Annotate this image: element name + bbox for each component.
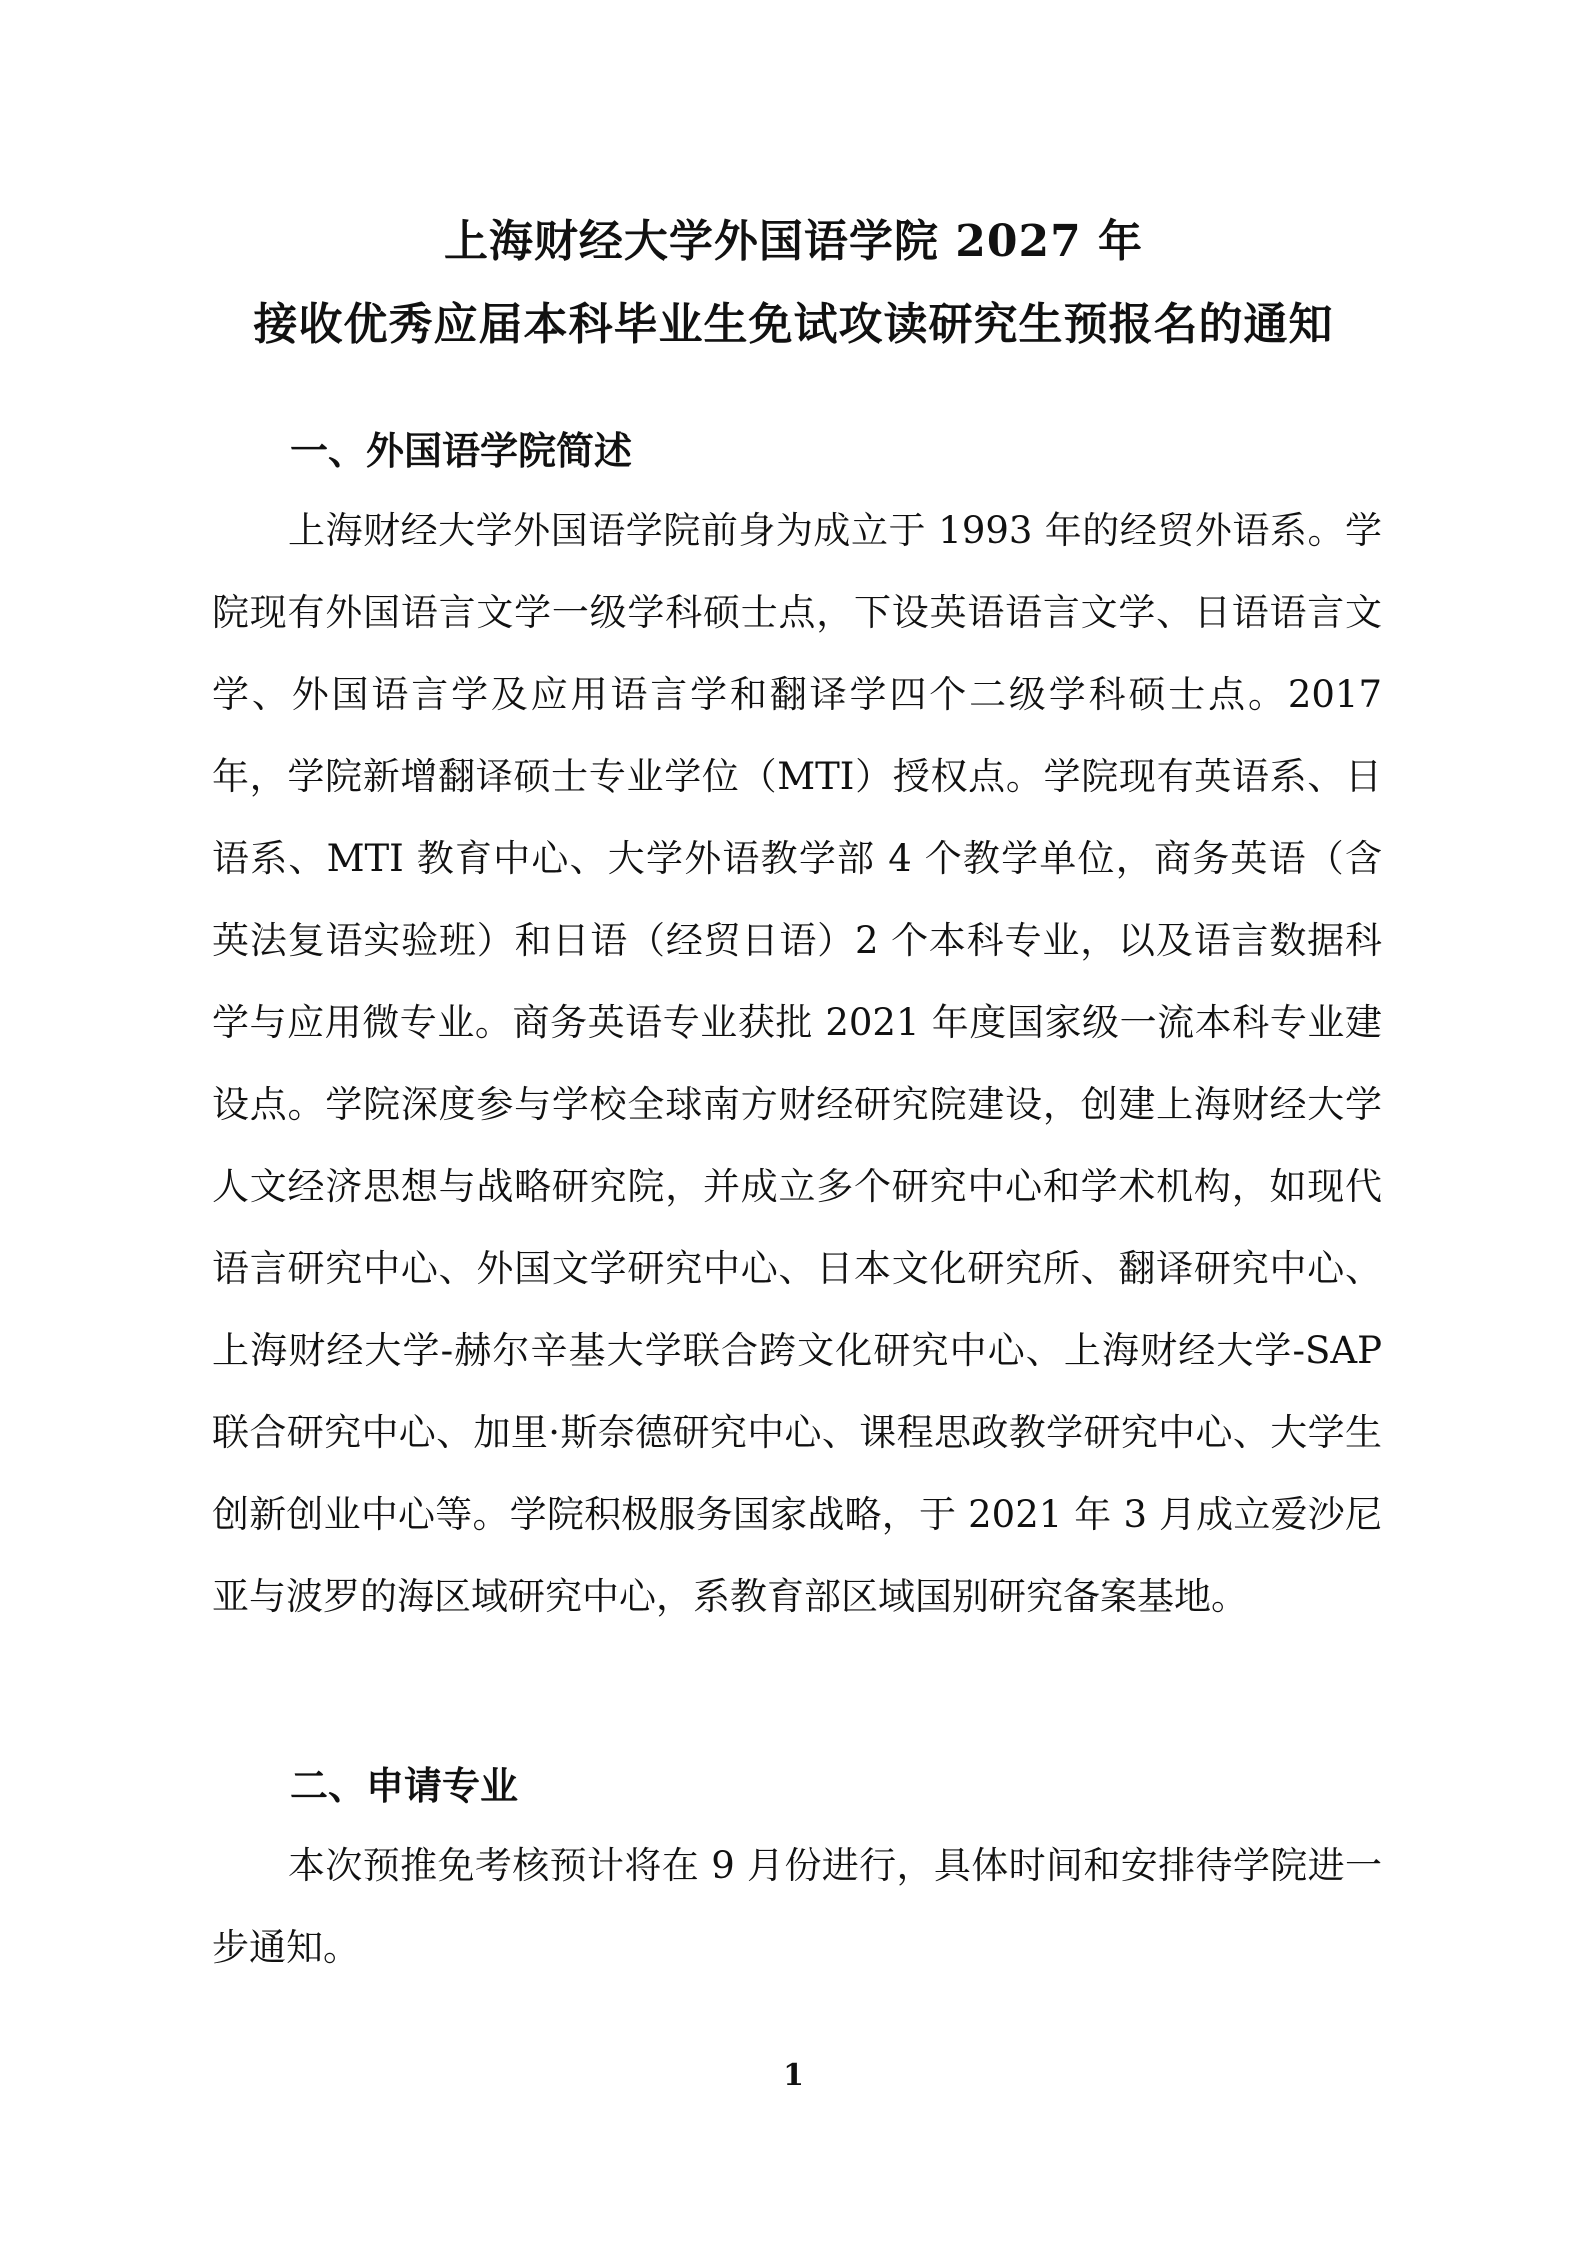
document-title-line-2: 接收优秀应届本科毕业生免试攻读研究生预报名的通知 bbox=[253, 299, 1334, 350]
section-paragraph-majors: 本次预推免考核预计将在 9 月份进行，具体时间和安排待学院进一步通知。 bbox=[212, 1844, 1382, 1969]
section-heading-overview: 一、外国语学院简述 bbox=[290, 428, 633, 473]
section-heading-majors: 二、申请专业 bbox=[290, 1763, 519, 1808]
document-title-line-1: 上海财经大学外国语学院 2027 年 bbox=[443, 216, 1144, 267]
section-paragraph-overview: 上海财经大学外国语学院前身为成立于 1993 年的经贸外语系。学院现有外国语言文学一级学科硕士点，下设英语语言文学、日语语言文学、外国语言学及应用语言学和翻译学四个二级学科硕士点。2017 年，学院新增翻译硕士专业学位（MTI）授权点。学院现有英语系、日语系、MTI 教育中心、大学外语教学部 4 个教学单位，商务英语（含英法复语实验班）和日语（经贸日语）2 个本科专业，以及语言数据科学与应用微专业。商务英语专业获批 2021 年度国家级一流本科专业建设点。学院深度参与学校全球南方财经研究院建设，创建上海财经大学人文经济思想与战略研究院，并成立多个研究中心和学术机构，如现代语言研究中心、外国文学研究中心、日本文化研究所、翻译研究中心、上海财经大学-赫尔辛基大学联合跨文化研究中心、上海财经大学-SAP 联合研究中心、加里·斯奈德研究中心、课程思政教学研究中心、大学生创新创业中心等。学院积极服务国家战略，于 2021 年 3 月成立爱沙尼亚与波罗的海区域研究中心，系教育部区域国别研究备案基地。 bbox=[212, 509, 1382, 1618]
page-number: 1 bbox=[783, 2058, 804, 2093]
